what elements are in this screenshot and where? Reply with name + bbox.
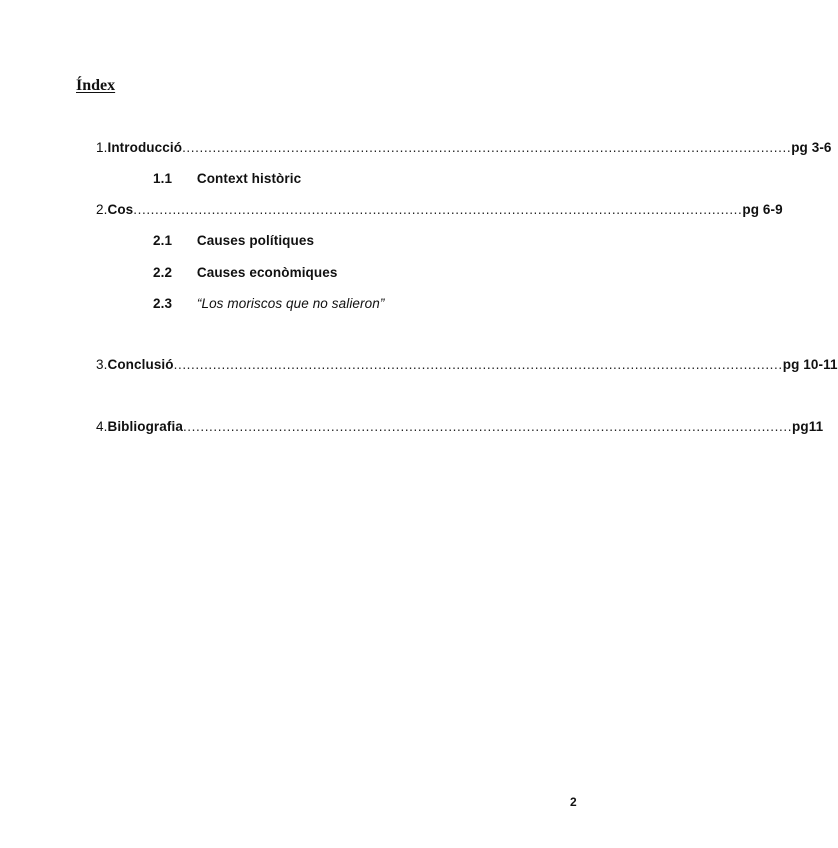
toc-subentry-context-historic[interactable] [153,170,301,188]
toc-entry-bibliografia[interactable] [96,418,824,436]
toc-subentry-number: 2.1 [153,233,173,248]
toc-leader-dots: ............................................................................................................................................ [133,202,743,217]
toc-entry-number: 1. [96,140,108,155]
toc-subentry-causes-politiques[interactable] [153,232,314,250]
toc-leader-dots: ............................................................................................................................................ [173,357,783,372]
toc-entry-conclusio[interactable] [96,356,838,374]
toc-entry-label: Cos [107,202,134,217]
toc-subentry-label: Context històric [196,171,302,186]
toc-subentry-label: “Los moriscos que no salieron” [196,296,385,311]
toc-entry-pages: pg 10-11 [782,357,838,372]
toc-entry-label: Bibliografia [107,419,183,434]
toc-subentry-label: Causes econòmiques [196,265,338,280]
toc-entry-cos[interactable] [96,201,783,219]
index-title: Índex [76,77,116,94]
toc-leader-dots: ............................................................................................................................................ [182,419,793,434]
toc-entry-introduccio[interactable] [96,139,832,157]
toc-subentry-number: 2.2 [153,265,173,280]
toc-entry-pages: pg11 [792,419,824,434]
toc-entry-number: 2. [96,202,108,217]
toc-subentry-number: 2.3 [153,296,173,311]
toc-entry-pages: pg 6-9 [742,202,783,217]
toc-entry-number: 4. [96,419,108,434]
toc-entry-label: Conclusió [107,357,174,372]
page-number: 2 [570,795,577,809]
toc-leader-dots: ............................................................................................................................................ [182,140,792,155]
toc-entry-pages: pg 3-6 [791,140,832,155]
toc-entry-label: Introducció [107,140,183,155]
toc-subentry-los-moriscos[interactable] [153,295,384,313]
toc-subentry-label: Causes polítiques [196,233,315,248]
toc-subentry-number: 1.1 [153,171,173,186]
toc-subentry-causes-economiques[interactable] [153,264,337,282]
toc-entry-number: 3. [96,357,108,372]
